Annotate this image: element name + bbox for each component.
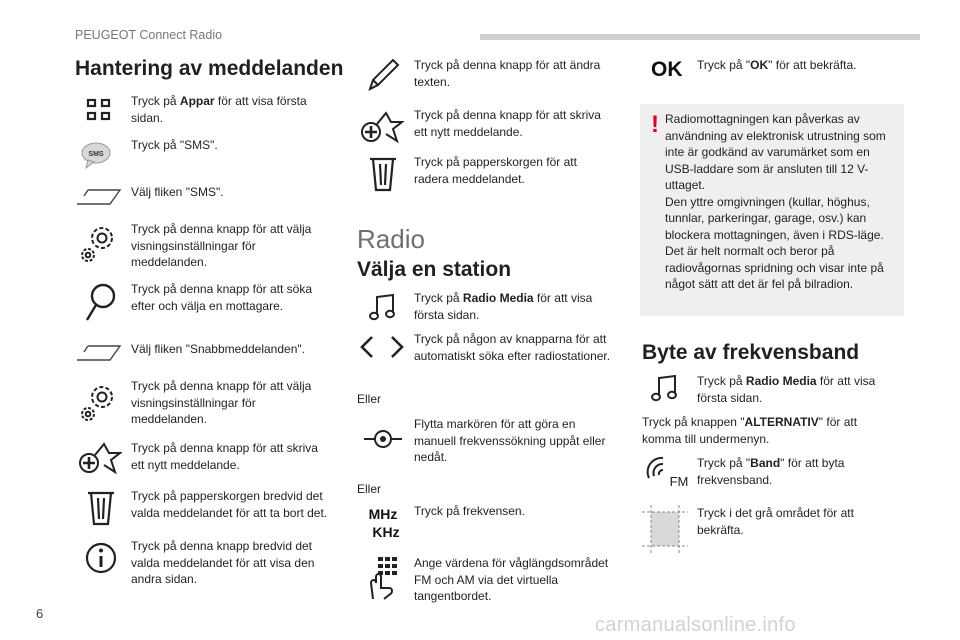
svg-text:SMS: SMS [88, 151, 104, 158]
col1-item-info: Tryck på denna knapp bredvid det valda meddelandet för att visa den andra sidan. [131, 539, 315, 586]
new-message-icon [360, 110, 404, 144]
col2-item-edit: Tryck på denna knapp för att ändra texten. [414, 58, 601, 89]
col3-item-radio-media: Tryck på Radio Media för att visa första sidan. [697, 374, 876, 405]
khz-label: KHz [372, 524, 400, 540]
keypad-icon [364, 555, 404, 601]
mhz-khz-icon [363, 505, 403, 541]
col2-item-new-message: Tryck på denna knapp för att skriva ett nytt meddelande. [414, 108, 601, 139]
col3-item-band: Tryck på "Band" för att byta frekvensband. [697, 456, 845, 487]
heading-change-band: Byte av frekvensband [642, 341, 860, 364]
col1-item-display-settings-2: Tryck på denna knapp för att välja visningsinställningar för meddelanden. [131, 379, 312, 426]
col2-item-delete: Tryck på papperskorgen för att radera meddelandet. [414, 155, 577, 186]
gear-icon [78, 381, 120, 423]
grey-area-icon [642, 505, 688, 553]
music-note-icon [369, 293, 397, 323]
section-title-radio: Radio [357, 224, 425, 254]
chevrons-left-right-icon [358, 334, 406, 360]
apps-grid-icon [86, 98, 112, 122]
running-header: PEUGEOT Connect Radio [75, 28, 223, 42]
tuning-cursor-icon [363, 427, 403, 451]
col2-item-radio-media: Tryck på Radio Media för att visa första sidan. [414, 291, 593, 322]
col2-item-virtual-keyboard: Ange värdena för våglängdsområdet FM och AM via det virtuella tangentbordet. [414, 556, 609, 603]
col1-item-delete: Tryck på papperskorgen bredvid det valda meddelandet för att ta bort det. [131, 489, 328, 520]
col1-item-tab-quick: Välj fliken "Snabbmeddelanden". [131, 342, 305, 356]
col3-item-confirm: Tryck i det grå området för att bekräfta. [697, 506, 854, 537]
col1-item-display-settings: Tryck på denna knapp för att välja visningsinställningar för meddelanden. [131, 222, 312, 269]
page-number: 6 [36, 606, 44, 621]
fm-label: FM [669, 474, 689, 489]
or-label-2: Eller [357, 482, 382, 496]
col1-item-search: Tryck på denna knapp för att söka efter och välja en mottagare. [131, 282, 312, 313]
gear-icon [78, 222, 120, 264]
heading-message-management: Hantering av meddelanden [75, 57, 344, 80]
mhz-label: MHz [368, 506, 398, 522]
trash-icon [86, 489, 116, 527]
ok-icon: OK [651, 58, 683, 81]
music-note-icon [651, 374, 679, 404]
tab-parallelogram-icon [76, 188, 122, 206]
heading-select-station: Välja en station [357, 258, 512, 281]
new-message-icon [78, 441, 122, 475]
col2-item-frequency: Tryck på frekvensen. [414, 504, 525, 518]
col1-item-new-message: Tryck på denna knapp för att skriva ett nytt meddelande. [131, 441, 318, 472]
search-icon [84, 282, 118, 324]
sms-icon [80, 141, 114, 171]
fm-radio-icon [645, 452, 689, 492]
col1-item-apps: Tryck på Appar för att visa första sidan. [131, 94, 307, 125]
col2-item-auto-seek: Tryck på någon av knapparna för att automatiskt söka efter radiostationer. [414, 332, 611, 363]
watermark: carmanualsonline.info [595, 614, 796, 636]
header-rule [480, 34, 920, 40]
tab-parallelogram-icon [76, 344, 122, 362]
col1-item-tab-sms: Välj fliken "SMS". [131, 185, 224, 199]
warning-text: Radiomottagningen kan påverkas av användning av elektronisk utrustning som inte är godkänd av varumärket som en USB-laddare som är ansluten till 12 V-uttaget. Den yttre omgivningen (kullar, höghus, tunnlar, parkeringar, garage, osv.) kan blockera mottagningen, även i RDS-läge. Det är helt normalt och beror på radiovågornas spridning och visar inte på något sätt att det är fel på bilradion. [665, 112, 886, 291]
trash-icon [368, 155, 398, 193]
or-label-1: Eller [357, 392, 382, 406]
pencil-icon [366, 56, 402, 92]
info-icon [84, 541, 118, 575]
col3-options-paragraph: Tryck på knappen "ALTERNATIV" för att komma till undermenyn. [642, 415, 858, 446]
warning-exclamation-icon: ! [651, 111, 659, 138]
col3-item-ok: Tryck på "OK" för att bekräfta. [697, 58, 857, 72]
col1-item-sms: Tryck på "SMS". [131, 138, 218, 152]
col2-item-manual-seek: Flytta markören för att göra en manuell frekvenssökning uppåt eller nedåt. [414, 417, 606, 464]
